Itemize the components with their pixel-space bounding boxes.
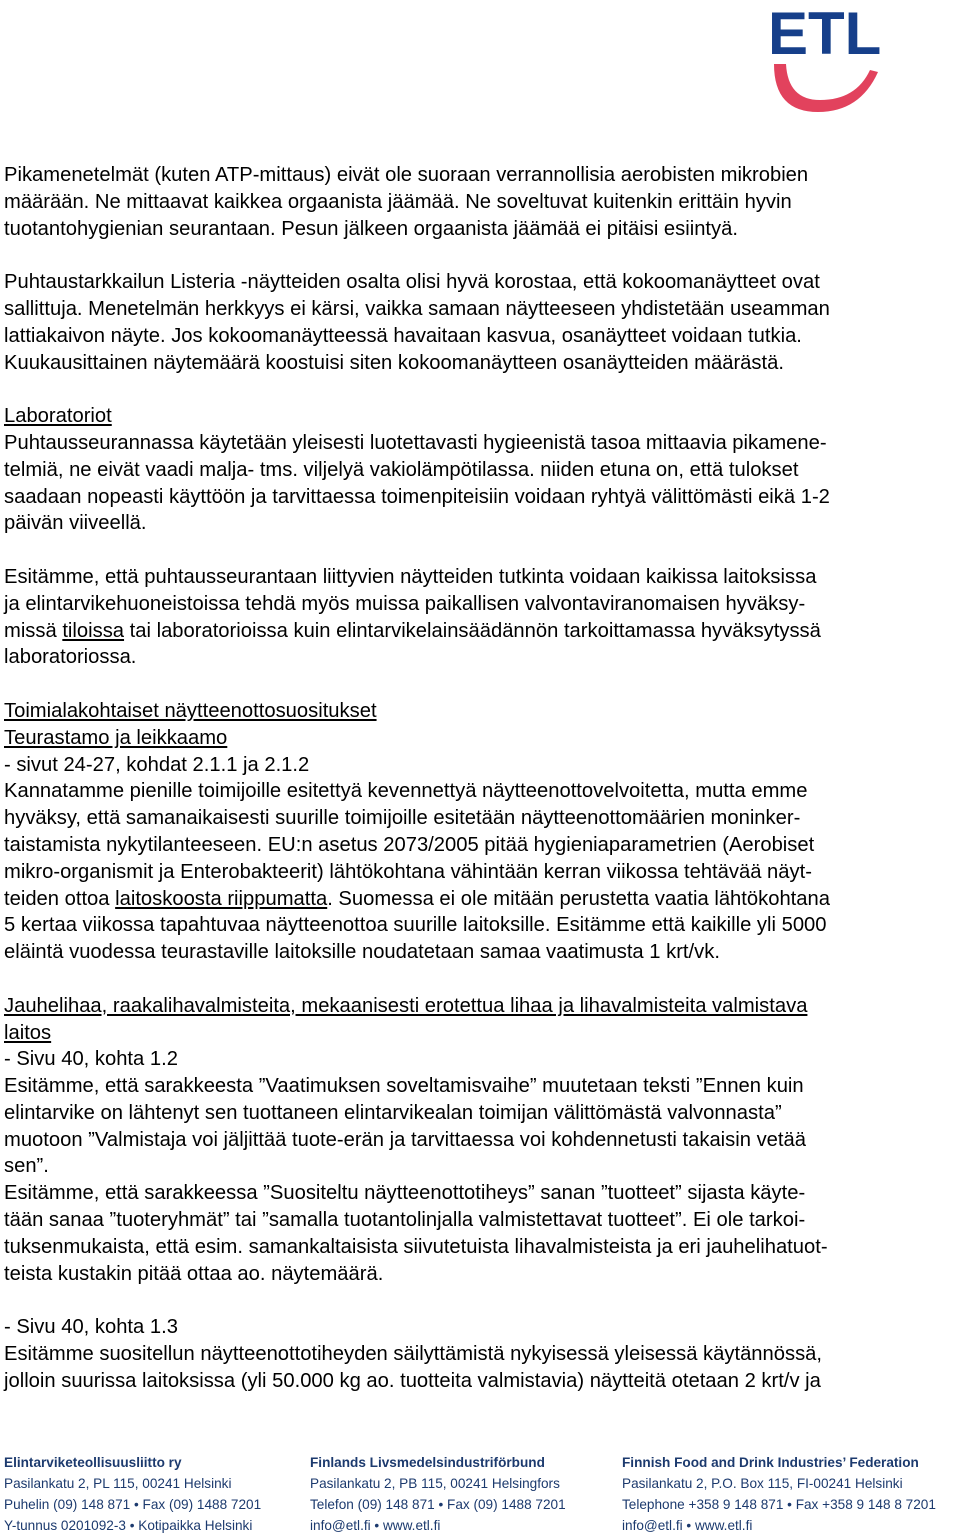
- paragraph-spacer: [4, 966, 958, 993]
- paragraph: [4, 403, 958, 537]
- footer-column-english: [622, 1452, 960, 1536]
- footer-address: Pasilankatu 2, P.O. Box 115, FI-00241 Helsinki: [622, 1476, 903, 1491]
- paragraph: [4, 162, 958, 242]
- footer-phone: Puhelin (09) 148 871 • Fax (09) 1488 7201: [4, 1497, 262, 1512]
- footer-org-name: Elintarviketeollisuusliitto ry: [4, 1455, 182, 1470]
- paragraph-spacer: [4, 376, 958, 403]
- paragraph: [4, 698, 958, 966]
- etl-logo: [760, 0, 900, 120]
- paragraph-spacer: [4, 537, 958, 564]
- footer-org-name: Finlands Livsmedelsindustriförbund: [310, 1455, 545, 1470]
- etl-logo-graphic: [760, 0, 900, 120]
- text-run: Puhtaustarkkailun Listeria -näytteiden osalta olisi hyvä korostaa, että kokoomanäytteet ovat sallittuja. Menetelmän herkkyys ei kärsi, vaikka samaan näytteeseen yhdistetään useamman lattiakaivon näyte. Jos kokoomanäytteessä havaitaan kasvua, osanäytteet voidaan tutkia. Kuukausittainen näytemäärä koostuisi siten kokoomanäytteen osanäytteiden määrästä.: [4, 271, 830, 374]
- underlined-text: laitoskoosta riippumatta: [115, 887, 328, 910]
- paragraph-spacer: [4, 242, 958, 269]
- text-run: Pikamenetelmät (kuten ATP-mittaus) eivät ole suoraan verrannollisia aerobisten mikrobien määrään. Ne mittaavat kaikkea orgaanista jäämää. Ne soveltuvat kuitenkin erittäin hyvin tuotantohygienian seurantaan. Pesun jälkeen orgaanista jäämää ei pitäisi esiintyä.: [4, 164, 809, 240]
- text-run: . Suomessa ei ole mitään perustetta vaatia lähtökohtana 5 kertaa viikossa tapahtuvaa näytteenottoa suurille laitoksille. Esitämme että kaikille yli 5000 eläintä vuodessa teurastaville laitoksille noudatetaan samaa vaatimusta 1 krt/vk.: [4, 887, 830, 964]
- underlined-text: Toimialakohtaiset näytteenottosuositukset: [4, 699, 377, 722]
- footer-org-name: Finnish Food and Drink Industries’ Federation: [622, 1455, 919, 1470]
- text-run: Esitämme, että puhtausseurantaan liittyvien näytteiden tutkinta voidaan kaikissa laitoksissa ja elintarvikehuoneistoissa tehdä myös muissa paikallisen valvontaviranomaisen hyväksy- missä: [4, 565, 817, 642]
- paragraph: [4, 269, 958, 376]
- text-run: Puhtausseurannassa käytetään yleisesti luotettavasti hygieenistä tasoa mittaavia pikamene- telmiä, ne eivät vaadi malja- tms. viljelyä vakiolämpötilassa. niiden etuna on, että tulokset saadaan nopeasti käyttöön ja tarvittaessa toimenpiteisiin voidaan ryhtyä välittömästi eikä 1-2 päivän viiveellä.: [4, 431, 830, 535]
- footer-address: Pasilankatu 2, PB 115, 00241 Helsingfors: [310, 1476, 560, 1491]
- footer-contact: info@etl.fi • www.etl.fi: [622, 1518, 753, 1533]
- footer-column-swedish: [310, 1452, 622, 1536]
- footer-contact: info@etl.fi • www.etl.fi: [310, 1518, 441, 1533]
- logo-wordmark: ETL: [768, 0, 882, 67]
- footer-phone: Telefon (09) 148 871 • Fax (09) 1488 7201: [310, 1497, 566, 1512]
- letterhead-footer: [4, 1452, 960, 1536]
- paragraph: [4, 993, 958, 1288]
- footer-column-finnish: [4, 1452, 310, 1536]
- footer-business-id: Y-tunnus 0201092-3 • Kotipaikka Helsinki: [4, 1518, 253, 1533]
- text-run: - Sivu 40, kohta 1.3 Esitämme suositellun näytteenottotiheyden säilyttämistä nykyisessä yleisessä käytännössä, jolloin suurissa laitoksissa (yli 50.000 kg ao. tuotteita valmistavia) näytteitä otetaan 2 krt/v ja: [4, 1316, 822, 1392]
- underlined-text: tiloissa: [62, 619, 125, 642]
- document-body: [4, 162, 958, 1395]
- paragraph: [4, 564, 958, 671]
- text-run: - sivut 24-27, kohdat 2.1.1 ja 2.1.2 Kannatamme pienille toimijoille esitettyä kevennettyä näytteenottovelvoitetta, mutta emme hyväksy, että samanaikaisesti suurille toimijoille esitetään näytteenottomäärien moninker- taistamista nykytilanteeseen. EU:n asetus 2073/2005 pitää hygieniaparametrien (Aerobiset mikro-organismit ja Enterobakteerit) lähtökohtana vähintään kerran viikossa tehtävää näyt- teiden ottoa: [4, 753, 815, 910]
- footer-phone: Telephone +358 9 148 871 • Fax +358 9 148 8 7201: [622, 1497, 936, 1512]
- paragraph-spacer: [4, 1287, 958, 1314]
- text-run: tai laboratorioissa kuin elintarvikelainsäädännön tarkoittamassa hyväksytyssä laboratoriossa.: [4, 619, 821, 669]
- text-run: - Sivu 40, kohta 1.2 Esitämme, että sarakkeesta ”Vaatimuksen soveltamisvaihe” muutetaan teksti ”Ennen kuin elintarvike on lähtenyt sen tuottaneen elintarvikealan toimijan välittömästä valvonnasta” muotoon ”Valmistaja voi jäljittää tuote-erän ja tarvittaessa voi kohdennetusti takaisin vetää sen”. Esitämme, että sarakkeessa ”Suositeltu näytteenottotiheys” sanan ”tuotteet” sijasta käyte- tään sanaa ”tuoteryhmät” tai ”samalla tuotantolinjalla valmistettavat tuotteet”. Ei ole tarkoi- tuksenmukaista, että esim. samankaltaisista siivutetuista lihavalmisteista ja eri jauhelihatuot- teista kustakin pitää ottaa ao. näytemäärä.: [4, 1048, 828, 1285]
- underlined-text: Jauhelihaa, raakalihavalmisteita, mekaanisesti erotettua lihaa ja lihavalmisteita valmistava laitos: [4, 994, 808, 1044]
- underlined-text: Teurastamo ja leikkaamo: [4, 726, 228, 749]
- paragraph-spacer: [4, 671, 958, 698]
- paragraph: [4, 1314, 958, 1394]
- underlined-text: Laboratoriot: [4, 405, 112, 428]
- logo-smile-icon: [774, 64, 878, 112]
- footer-address: Pasilankatu 2, PL 115, 00241 Helsinki: [4, 1476, 232, 1491]
